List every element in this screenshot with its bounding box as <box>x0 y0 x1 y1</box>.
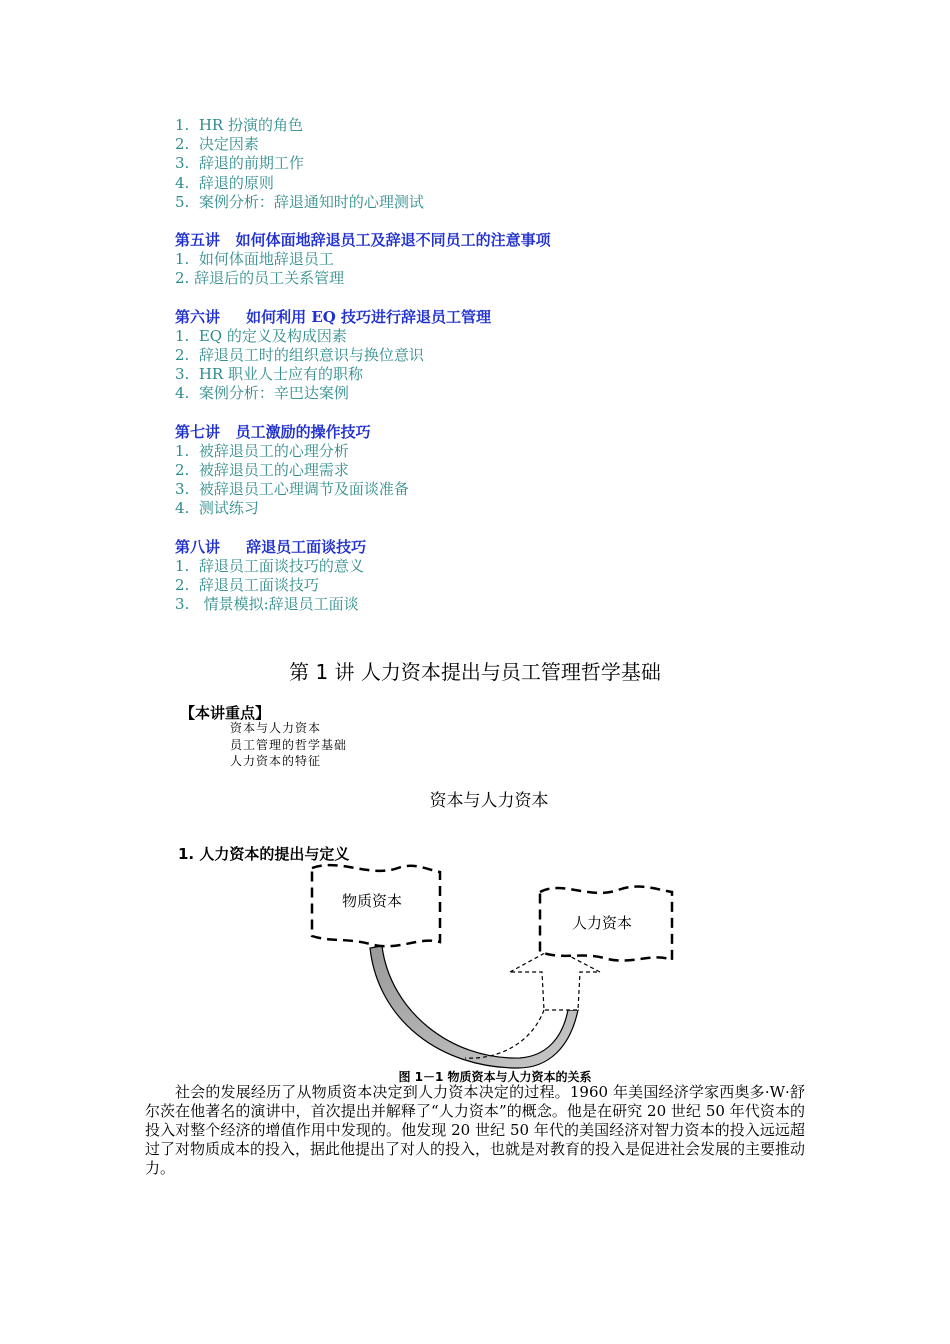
toc-item: 5. 案例分析：辞退通知时的心理测试 <box>175 192 424 211</box>
toc-lecture-heading: 第五讲 如何体面地辞退员工及辞退不同员工的注意事项 <box>175 231 551 250</box>
toc-item: 4. 辞退的原则 <box>175 173 274 192</box>
toc-item: 4. 测试练习 <box>175 499 259 518</box>
right-box-label: 人力资本 <box>572 914 633 932</box>
focus-item: 资本与人力资本 <box>230 721 322 735</box>
body-paragraph: 社会的发展经历了从物质资本决定到人力资本决定的过程。1960 年美国经济学家西奥多·W·舒尔茨在他著名的演讲中，首次提出并解释了“人力资本”的概念。他是在研究 20 世纪 50 年代资本的投入对整个经济的增值作用中发现的。他发现 20 世纪 50 年代的美国经济对智力资本的投入远远超过了对物质成本的投入，据此他提出了对人的投入，也就是对教育的投入是促进社会发展的主要推动力。 <box>145 1083 806 1177</box>
focus-item: 人力资本的特征 <box>230 754 322 768</box>
toc-item: 1. 如何体面地辞退员工 <box>175 250 334 269</box>
toc-lecture-heading: 第七讲 员工激励的操作技巧 <box>175 422 371 441</box>
toc-lecture-8 <box>175 538 875 615</box>
toc-item: 1. EQ 的定义及构成因素 <box>175 326 347 345</box>
toc-item: 2. 决定因素 <box>175 135 259 154</box>
toc-item: 2. 辞退员工时的组织意识与换位意识 <box>175 346 424 365</box>
toc-block-a <box>175 116 875 212</box>
toc-item: 2. 辞退后的员工关系管理 <box>175 269 345 288</box>
toc-lecture-7 <box>175 423 875 519</box>
lecture-title: 第 1 讲 人力资本提出与员工管理哲学基础 <box>289 660 661 684</box>
capital-relationship-figure <box>300 860 680 1070</box>
arrow-head-icon <box>510 948 600 1010</box>
toc-lecture-5 <box>175 231 875 289</box>
curved-arrow-outline <box>465 1010 544 1058</box>
toc-item: 1. 辞退员工面谈技巧的意义 <box>175 556 364 575</box>
table-of-contents <box>175 116 875 614</box>
toc-lecture-heading: 第八讲 辞退员工面谈技巧 <box>175 537 367 556</box>
toc-item: 2. 被辞退员工的心理需求 <box>175 461 349 480</box>
toc-item: 2. 辞退员工面谈技巧 <box>175 576 319 595</box>
toc-item: 3. 情景模拟:辞退员工面谈 <box>175 595 359 614</box>
toc-lecture-heading: 第六讲 如何利用 EQ 技巧进行辞退员工管理 <box>175 307 492 326</box>
focus-item: 员工管理的哲学基础 <box>230 737 348 752</box>
focus-label: 【本讲重点】 <box>180 704 271 722</box>
section-title: 资本与人力资本 <box>429 791 549 811</box>
toc-item: 4. 案例分析：辛巴达案例 <box>175 384 349 403</box>
left-box-label: 物质资本 <box>342 892 403 910</box>
figure-caption: 图 1－1 物质资本与人力资本的关系 <box>398 1070 592 1084</box>
toc-item: 1. 被辞退员工的心理分析 <box>175 441 349 460</box>
focus-list <box>230 720 347 770</box>
subsection-title: 1. 人力资本的提出与定义 <box>178 845 350 863</box>
toc-item: 3. 被辞退员工心理调节及面谈准备 <box>175 480 409 499</box>
toc-lecture-6 <box>175 308 875 404</box>
toc-item: 3. 辞退的前期工作 <box>175 154 304 173</box>
toc-item: 3. HR 职业人士应有的职称 <box>175 365 363 384</box>
toc-item: 1. HR 扮演的角色 <box>175 116 303 134</box>
